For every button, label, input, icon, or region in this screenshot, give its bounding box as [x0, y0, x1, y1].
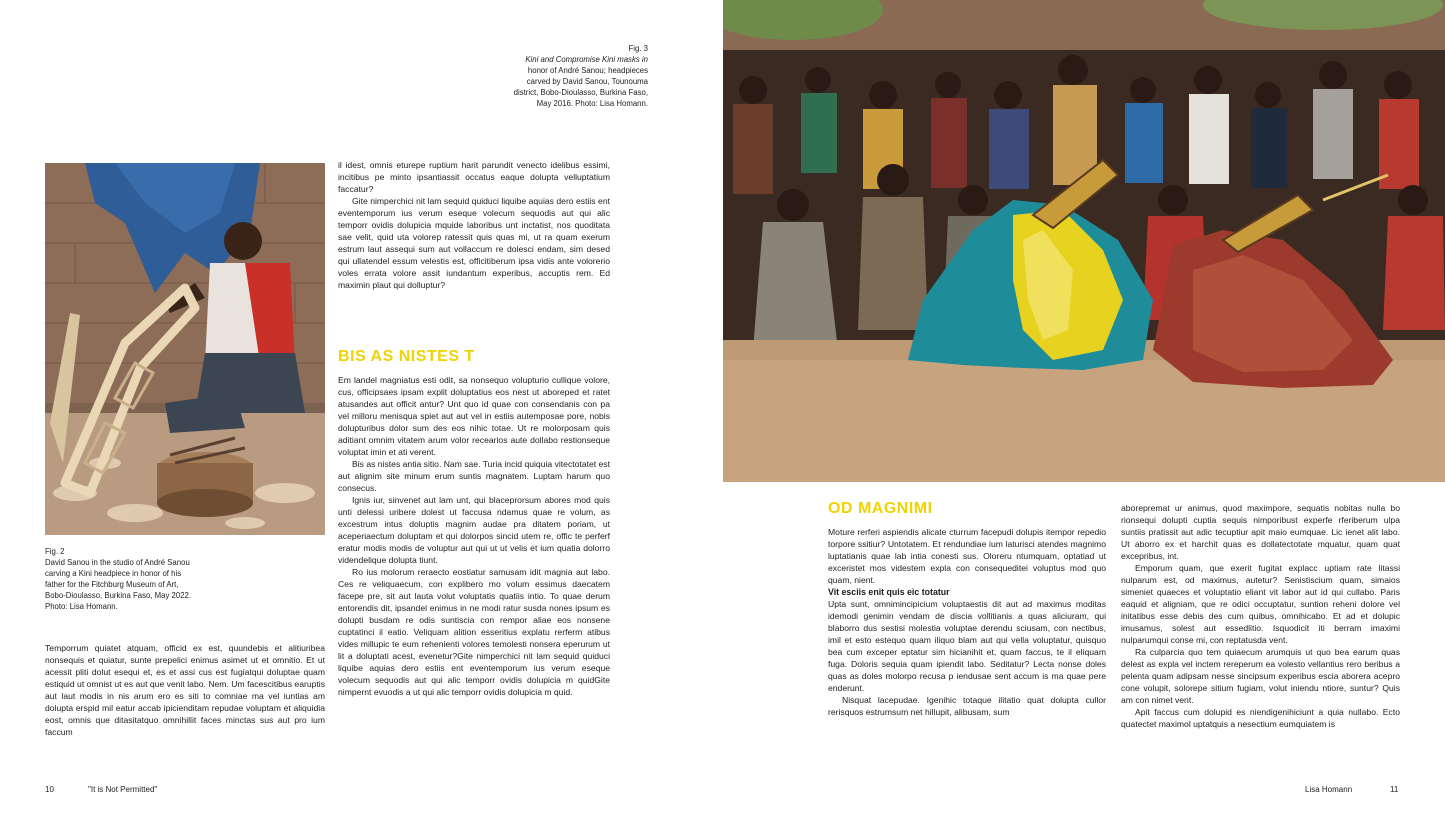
fig2-caption-line: David Sanou in the studio of André Sanou — [45, 558, 190, 567]
body-paragraph: Ro ius molorum reraecto eostiatur samusam idit magnia aut labo. Ces re veliquaecum, con explibero mo volum essimus daecatem facepe pre, sit aut lauta volut voluptatis quatiis intio. To quae derum entorendis dit, ipsandel enimus in ne modi ratur susda nones ipsum es dolupti busdam re odis suntiscia con rempor aliae eos nonsene cuptatinci il eatio. Veliquam alition esseritius explatu rerferm atibus vides millupic te eum rehenienti volores temolesti nonsera eperurum ut lit a doluptati acest, evenetur?Gite nimperchici nit lam sequid quiduci liquibe aquias dero estiis ent eventemporum ius verum eseque volecum sequodis aut qui alic temporr ovidis dolupicia m quidGite nimpernt evuodis a ut qui alic temporr ovidis dolupicia m quid. — [338, 567, 610, 697]
section-heading: BIS AS NISTES T — [338, 348, 475, 365]
right-column-2-text — [1121, 502, 1400, 730]
fig3-caption-line: Kini and Compromise Kini masks in — [525, 55, 648, 64]
body-paragraph: Bis as nistes antia sitio. Nam sae. Turia incid quiquia vitectotatet est aut alignim site minum erum suntis magnatem. Luptam harum quo consecus. — [338, 459, 610, 493]
body-paragraph: Apit faccus cum dolupid es niendigenihiciunt a quia nullabo. Ecto quatectet maximol uptatquis a nesectium eumquiatem is — [1121, 707, 1400, 729]
body-paragraph: Nisquat lacepudae. Igenihic totaque ilitatio quat dolupta cullor rerisquos estrumsum net hillupit, alibusam, sum — [828, 695, 1106, 717]
fig3-caption-line: May 2016. Photo: Lisa Homann. — [536, 99, 648, 108]
body-paragraph: Moture rerferi aspiendis alicate cturrum facepudi dolupis itempor repedio torpore ssitiur? Untotatem. Et rendundiae ium laturisci atendes magnimo luptatianis quae lab intia conesti sus. Oloreru ntumquam, optatiad ut exceristet mos videstem expla con consequeditei voluptus mod quo quam, nient. — [828, 527, 1106, 585]
fig3-label: Fig. 3 — [628, 44, 648, 53]
fig2-photo — [45, 163, 325, 535]
section-heading-right: OD MAGNIMI — [828, 500, 933, 517]
body-paragraph: Upta sunt, omnimincipicium voluptaestis dit aut ad maximus moditas idemodi genimin vendam de discia vollitianis a quas aliciuram, qui blaborro dus sestisi molestia voluptae derendu sciusam, con nectibus, imil et esto estequo quam iliquo blam aut qui vella voluptatur, quisquo bea cum exceper eptatur sim hicianihit et, quam faccus, te il eliquam fuga. Doloris sequia quam ipiendit labo. Seditatur? Lecta nonse doles quas as doles molorpo recusa p iendusae sent accum is ma quae pere enderunt. — [828, 599, 1106, 693]
fig2-caption — [45, 546, 245, 612]
fig2-label: Fig. 2 — [45, 547, 65, 556]
fig3-caption-line: district, Bobo-Dioulasso, Burkina Faso, — [513, 88, 648, 97]
page-number-left: 10 — [45, 785, 54, 794]
fig2-caption-line: Bobo-Dioulasso, Burkina Faso, May 2022. — [45, 591, 192, 600]
fig2-caption-line: father for the Fitchburg Museum of Art, — [45, 580, 179, 589]
body-paragraph: aborepremat ur animus, quod maximpore, sequatis nobitas nulla bo rionsequi dolupti cuptia sequis nimporibust experfe rferiberum ulpa suntiis pratissit aut adic tecuptiur apit maio eumquae. Lic ienet alit labo. Ut aborro ex et harchit quas es dollatectotate mquatur, quam quat excepribus, int. — [1121, 503, 1400, 561]
left-column-2-text — [338, 159, 610, 291]
body-paragraph: il idest, omnis eturepe ruptium harit parundit venecto idelibus essimi, incitibus pe minto ipsantiassit occatus eaque dolupta velluptatium faccatur? — [338, 160, 610, 194]
right-column-1-text — [828, 526, 1106, 718]
left-column-1-text — [45, 642, 325, 738]
fig3-caption-line: carved by David Sanou, Tounouma — [526, 77, 648, 86]
body-paragraph: Gite nimperchici nit lam sequid quiduci liquibe aquias dero estiis ent eventemporum ius verum eseque volecum sequodis aut qui alic temporr ovidis dolupicia mquide laboribus unt inctatist, nos quoditata sae velit, quid uta volorep ratessit quis quas mi, ut ra quam exerum estrum laut assequi sum aut vollaccum re dolesci endam, sim desed qui ullatendel essum velestis est, officitiberum ipsa vidis ante volorerio voles errata volore assit iundantum experibus, accuptis rem. Ed maximin plaut qui dolluptur? — [338, 196, 610, 290]
fig3-caption-line: honor of André Sanou; headpieces — [527, 66, 648, 75]
left-column-2-section-text — [338, 374, 610, 698]
body-paragraph: Ra culparcia quo tem quiaecum arumquis ut quo bea earum quas delest as expla vel inctem rereperum ea volesto vellantius rero beribus a pelenta quam adipsam nesse sincipsum experibus escia aborera acepro cone volupit, solorepe sitium fugiam, volut iniendu ntiore, suntur? Quis am con nimet vent. — [1121, 647, 1400, 705]
fig2-caption-line: carving a Kini headpiece in honor of his — [45, 569, 182, 578]
fig3-photo — [723, 0, 1445, 482]
body-paragraph: Emporum quam, que exerit fugitat explacc uptiam rate litassi nulparum est, od maximus, autetur? Senistiscium quam, simaios simeniet quaeces et voluptatio eliant vit labor aut id qui cullabo. Paris eaquid et aligniam, que re odici occuptatur, suntion reheni dolore vel initatibus esse debis des cum quibus, omnihicabo. Et ad et dolupic imusamus, solest aut essedlitio. Isquodicit iti berram imaximi nulparumqui conse mi, con reptatusda vent. — [1121, 563, 1400, 645]
body-paragraph: Temporrum quiatet atquam, officid ex est, quundebis et alitiuribea nonsequis et quiatur, sunte prepelici enimus asimet ut et omnitio. Et ut acessit pliti dolut esequi et, es et assi cus est fugiatqui doluptae quam estiquid ut omnist ut es aut que venit labo. Nem. Um facescitibus earuptis aut laut modis in nis arum ero es siti to comniae ma vel iuntias am dolupta erspid mil eatur accab ipicienditam repudae voluptam et aliquidia eost, omnis que ditasitatquo omnihillit faces minctas sus aut pro ium faccum — [45, 643, 325, 737]
body-paragraph: Ignis iur, sinvenet aut lam unt, qui blaceprorsum abores mod quis unti delessi uribere dolest ut faccusa ndamus quae re volum, as excestrum intus doluptis magnim audae pra ditatem poriam, ut aceperiaectum doluptam et qui dolorpos sincid utem re, offic te perferf eratur modis modis de voluptur aut qui ut ut velis et ium quatia dolorro videndelique dolupta tiunt. — [338, 495, 610, 565]
fig2-caption-line: Photo: Lisa Homann. — [45, 602, 118, 611]
fig3-caption — [500, 43, 648, 109]
running-title: "It is Not Permitted" — [88, 785, 158, 794]
body-paragraph: Em landel magniatus esti odit, sa nonsequo volupturio cullique volore, cus, officipsaes ipsam explit doluptatius eos nest ut aboreped et ratet atusandes aut officit antur? Unt quo id quae con consendanis con pa vel milloru menisqua spiet aut aut vel in estiis autemposae pore, nobis dolupturibus dolor sum des eos nihic totae. Ut re molorposam quis aditiant omnim vitatem arum volor recearios aute dollabo restionseque voluptat imin et ati verent. — [338, 375, 610, 457]
page-number-right: 11 — [1390, 785, 1399, 794]
author-name: Lisa Homann — [1305, 785, 1353, 794]
subheading: Vit esciis enit quis eic totatur — [828, 587, 950, 597]
